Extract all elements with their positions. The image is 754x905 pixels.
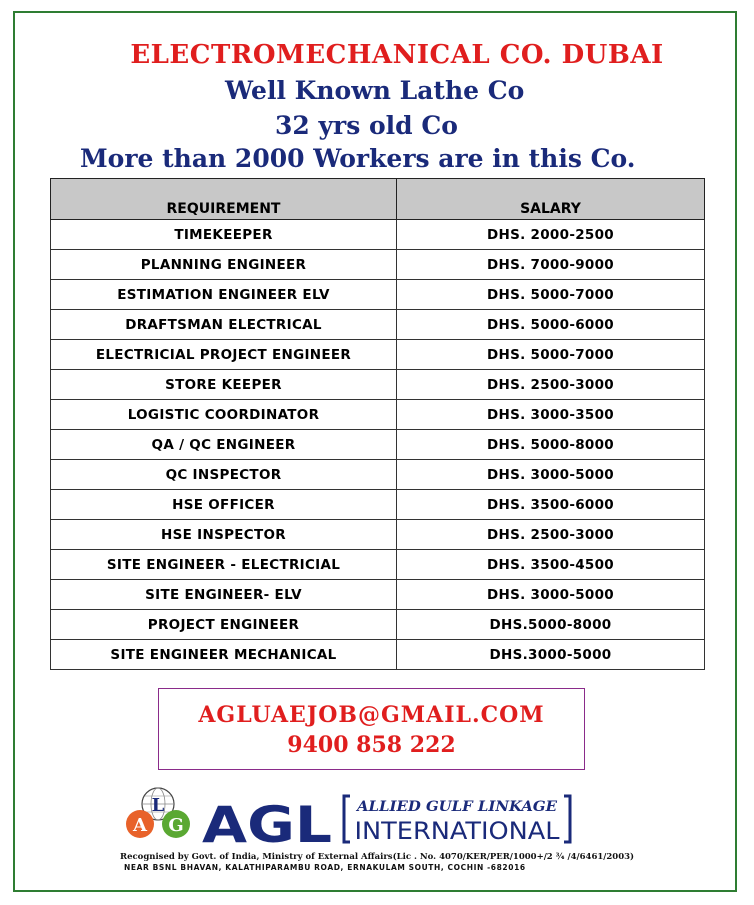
requirement-cell: SITE ENGINEER- ELV <box>51 580 397 610</box>
company-age: 32 yrs old Co <box>275 111 458 140</box>
badge-letter-a: A <box>133 815 147 836</box>
salary-cell: DHS. 5000-6000 <box>397 310 705 340</box>
salary-cell: DHS.3000-5000 <box>397 640 705 670</box>
company-workers: More than 2000 Workers are in this Co. <box>80 144 636 173</box>
address-text: NEAR BSNL BHAVAN, KALATHIPARAMBU ROAD, ERNAKULAM SOUTH, COCHIN -682016 <box>124 863 526 872</box>
salary-cell: DHS. 3500-6000 <box>397 490 705 520</box>
salary-cell: DHS. 5000-7000 <box>397 280 705 310</box>
salary-cell: DHS. 7000-9000 <box>397 250 705 280</box>
contact-email[interactable]: AGLUAEJOB@GMAIL.COM <box>198 702 545 728</box>
requirement-cell: QC INSPECTOR <box>51 460 397 490</box>
table-row <box>51 580 705 610</box>
requirement-cell: STORE KEEPER <box>51 370 397 400</box>
salary-cell: DHS.5000-8000 <box>397 610 705 640</box>
requirement-cell: ELECTRICIAL PROJECT ENGINEER <box>51 340 397 370</box>
logo-tagline-bottom: INTERNATIONAL <box>354 817 561 845</box>
bracket-left-icon <box>344 796 350 842</box>
salary-cell: DHS. 5000-7000 <box>397 340 705 370</box>
requirement-cell: LOGISTIC COORDINATOR <box>51 400 397 430</box>
requirement-cell: HSE OFFICER <box>51 490 397 520</box>
table-row <box>51 370 705 400</box>
table-row <box>51 490 705 520</box>
requirement-cell: PROJECT ENGINEER <box>51 610 397 640</box>
table-row <box>51 550 705 580</box>
requirement-cell: QA / QC ENGINEER <box>51 430 397 460</box>
company-title: ELECTROMECHANICAL CO. DUBAI <box>130 40 664 70</box>
table-row <box>51 280 705 310</box>
job-table <box>50 178 705 670</box>
requirement-cell: PLANNING ENGINEER <box>51 250 397 280</box>
table-row <box>51 610 705 640</box>
badge-letter-g: G <box>168 815 184 836</box>
table-row <box>51 460 705 490</box>
table-row <box>51 430 705 460</box>
requirement-cell: HSE INSPECTOR <box>51 520 397 550</box>
table-header-row <box>51 179 705 220</box>
column-header-requirement: REQUIREMENT <box>51 179 397 220</box>
salary-cell: DHS. 2000-2500 <box>397 220 705 250</box>
table-row <box>51 340 705 370</box>
salary-cell: DHS. 3000-5000 <box>397 580 705 610</box>
logo-tagline-top: ALLIED GULF LINKAGE <box>354 799 558 815</box>
salary-cell: DHS. 5000-8000 <box>397 430 705 460</box>
table-row <box>51 640 705 670</box>
contact-phone[interactable]: 9400 858 222 <box>287 732 456 758</box>
recognition-text: Recognised by Govt. of India, Ministry of External Affairs(Lic . No. 4070/KER/PER/1000+/2 ¾ /4/6461/2003) <box>120 852 635 862</box>
requirement-cell: TIMEKEEPER <box>51 220 397 250</box>
contact-box <box>158 688 585 770</box>
requirement-cell: DRAFTSMAN ELECTRICAL <box>51 310 397 340</box>
bracket-right-icon <box>564 796 570 842</box>
requirement-cell: SITE ENGINEER MECHANICAL <box>51 640 397 670</box>
column-header-salary: SALARY <box>397 179 705 220</box>
badge-letter-l: L <box>151 795 165 816</box>
salary-cell: DHS. 3000-3500 <box>397 400 705 430</box>
table-row <box>51 400 705 430</box>
table-row <box>51 220 705 250</box>
table-row <box>51 250 705 280</box>
salary-cell: DHS. 2500-3000 <box>397 370 705 400</box>
table-body <box>51 220 705 670</box>
salary-cell: DHS. 3000-5000 <box>397 460 705 490</box>
salary-cell: DHS. 2500-3000 <box>397 520 705 550</box>
table-row <box>51 310 705 340</box>
agl-logo <box>120 782 600 852</box>
logo-wordmark: AGL <box>202 796 332 852</box>
company-subtitle: Well Known Lathe Co <box>225 76 525 105</box>
requirement-cell: SITE ENGINEER - ELECTRICIAL <box>51 550 397 580</box>
requirement-cell: ESTIMATION ENGINEER ELV <box>51 280 397 310</box>
salary-cell: DHS. 3500-4500 <box>397 550 705 580</box>
table-row <box>51 520 705 550</box>
